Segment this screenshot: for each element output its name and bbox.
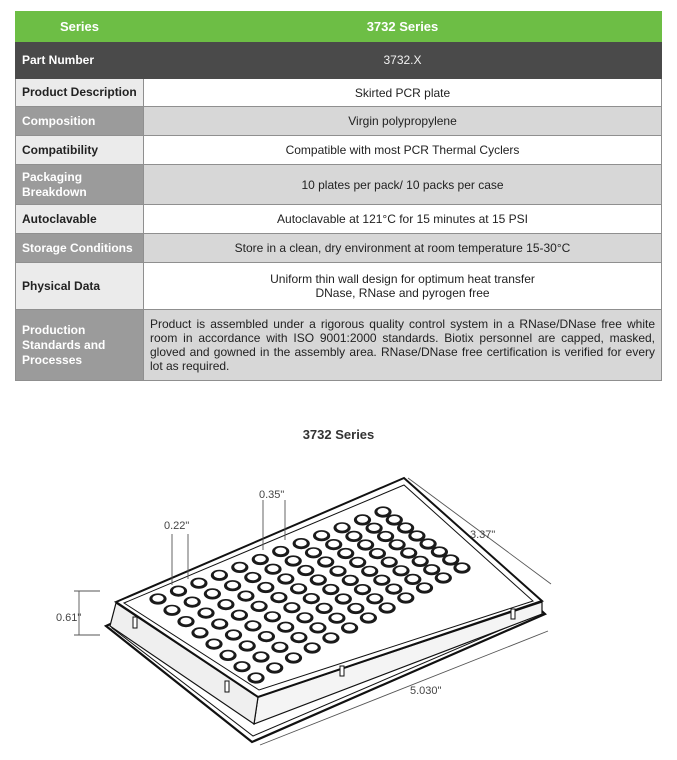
header-label: Series [16, 12, 144, 42]
header-value: 3732 Series [144, 12, 662, 42]
well-opening [403, 549, 414, 556]
well-opening [234, 611, 245, 618]
well-opening [325, 634, 336, 641]
well-opening [328, 541, 339, 548]
row-value: Virgin polypropylene [144, 107, 662, 136]
row-label: Physical Data [16, 263, 144, 310]
well-opening [360, 541, 371, 548]
well-opening [242, 642, 253, 649]
well-opening [325, 586, 336, 593]
well-opening [194, 629, 205, 636]
well-opening [193, 579, 204, 586]
width-label: 3.37" [470, 529, 496, 541]
row-label: Packaging Breakdown [16, 165, 144, 205]
well-opening [280, 623, 291, 630]
well-opening [426, 566, 437, 573]
row-value: Autoclavable at 121°C for 15 minutes at 15 PSI [144, 205, 662, 234]
well-opening [357, 586, 368, 593]
well-opening [254, 602, 265, 609]
well-opening [320, 558, 331, 565]
well-opening [280, 575, 291, 582]
well-opening [299, 614, 310, 621]
well-opening [293, 634, 304, 641]
well-opening [438, 574, 449, 581]
well-opening [207, 590, 218, 597]
well-opening [337, 524, 348, 531]
row-value: Store in a clean, dry environment at room temperature 15-30°C [144, 234, 662, 263]
plate-drawing [106, 478, 545, 742]
well-opening [288, 654, 299, 661]
well-diameter-label: 0.22" [164, 520, 190, 532]
well-opening [308, 549, 319, 556]
skirt-notch [511, 609, 515, 619]
well-opening [382, 604, 393, 611]
well-spacing-label: 0.35" [259, 489, 285, 501]
well-opening [255, 653, 266, 660]
height-label: 0.61" [56, 612, 82, 624]
row-value: 10 plates per pack/ 10 packs per case [144, 165, 662, 205]
well-opening [273, 594, 284, 601]
well-opening [275, 548, 286, 555]
well-opening [288, 557, 299, 564]
well-opening [352, 558, 363, 565]
physical-data-line-2: DNase, RNase and pyrogen free [315, 286, 490, 300]
well-opening [173, 587, 184, 594]
row-label: Compatibility [16, 136, 144, 165]
row-label: Product Description [16, 79, 144, 107]
well-opening [312, 624, 323, 631]
well-opening [240, 592, 251, 599]
well-opening [395, 567, 406, 574]
well-opening [434, 548, 445, 555]
well-opening [152, 595, 163, 602]
well-opening [338, 595, 349, 602]
well-opening [331, 614, 342, 621]
well-opening [267, 565, 278, 572]
well-opening [445, 556, 456, 563]
well-opening [364, 567, 375, 574]
well-opening [261, 633, 272, 640]
physical-data-line-1: Uniform thin wall design for optimum heat transfer [270, 272, 535, 286]
well-opening [316, 532, 327, 539]
well-opening [389, 516, 400, 523]
well-opening [267, 613, 278, 620]
row-label: Autoclavable [16, 205, 144, 234]
well-opening [456, 564, 467, 571]
well-opening [222, 651, 233, 658]
well-opening [166, 606, 177, 613]
well-opening [300, 567, 311, 574]
figure-title: 3732 Series [302, 427, 375, 442]
well-opening [269, 664, 280, 671]
well-opening [236, 663, 247, 670]
well-opening [388, 585, 399, 592]
well-opening [306, 595, 317, 602]
well-opening [384, 558, 395, 565]
well-opening [187, 598, 198, 605]
well-opening [319, 604, 330, 611]
well-opening [400, 594, 411, 601]
row-value: Product is assembled under a rigorous quality control system in a RNase/DNase free white room in accordance with ISO 9001:2000 standards. Biotix personnel are capped, masked, gloved and gowned in the assembly area. RNase/DNase free certification is verified for every lot as required. [144, 310, 662, 381]
well-opening [200, 609, 211, 616]
well-opening [369, 524, 380, 531]
well-opening [255, 556, 266, 563]
row-value: Compatible with most PCR Thermal Cyclers [144, 136, 662, 165]
well-opening [247, 622, 258, 629]
well-opening [357, 516, 368, 523]
well-opening [313, 576, 324, 583]
part-number-label: Part Number [16, 42, 144, 79]
well-opening [220, 601, 231, 608]
well-opening [411, 532, 422, 539]
well-opening [344, 624, 355, 631]
well-opening [423, 540, 434, 547]
well-opening [419, 584, 430, 591]
part-number-value: 3732.X [144, 42, 662, 79]
well-opening [286, 604, 297, 611]
well-opening [332, 567, 343, 574]
well-opening [250, 674, 261, 681]
well-opening [350, 605, 361, 612]
well-opening [214, 571, 225, 578]
well-opening [228, 631, 239, 638]
row-label: Production Standards and Processes [16, 310, 144, 381]
well-opening [293, 585, 304, 592]
well-opening [400, 524, 411, 531]
well-opening [247, 574, 258, 581]
well-opening [180, 618, 191, 625]
well-opening [227, 582, 238, 589]
well-opening [372, 550, 383, 557]
row-label: Storage Conditions [16, 234, 144, 263]
well-opening [214, 620, 225, 627]
well-opening [380, 533, 391, 540]
skirt-notch [133, 617, 137, 628]
well-opening [345, 576, 356, 583]
well-opening [377, 508, 388, 515]
well-opening [376, 576, 387, 583]
well-opening [392, 541, 403, 548]
well-opening [260, 584, 271, 591]
row-label: Composition [16, 107, 144, 136]
well-opening [407, 575, 418, 582]
skirt-notch [340, 666, 344, 676]
row-value: Skirted PCR plate [144, 79, 662, 107]
skirt-notch [225, 681, 229, 692]
well-opening [296, 540, 307, 547]
well-opening [363, 614, 374, 621]
well-opening [307, 644, 318, 651]
well-opening [208, 640, 219, 647]
well-opening [415, 557, 426, 564]
well-opening [340, 550, 351, 557]
well-opening [234, 563, 245, 570]
well-opening [274, 643, 285, 650]
well-opening [348, 532, 359, 539]
well-opening [369, 595, 380, 602]
length-label: 5.030" [410, 685, 442, 697]
